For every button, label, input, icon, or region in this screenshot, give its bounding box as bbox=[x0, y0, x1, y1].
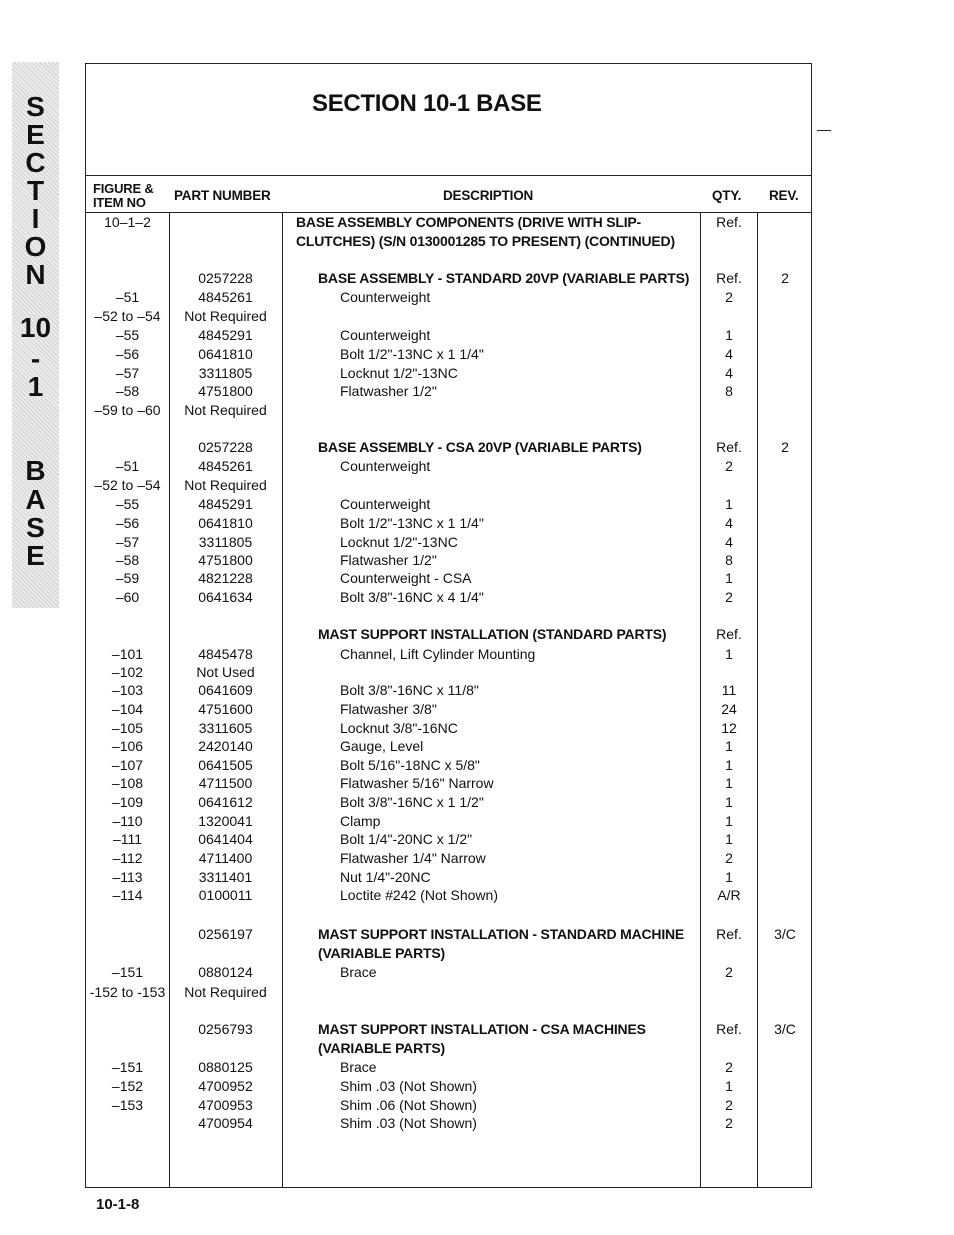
table-row bbox=[86, 701, 812, 720]
part-number-cell: 4821228 bbox=[198, 570, 253, 586]
item-number-cell: –110 bbox=[112, 813, 143, 829]
quantity-cell: 8 bbox=[725, 552, 733, 568]
table-row bbox=[86, 831, 812, 850]
description-cell: Brace bbox=[340, 964, 377, 980]
side-tab-letter: B bbox=[25, 455, 46, 486]
table-row bbox=[86, 477, 812, 496]
table-row bbox=[86, 327, 812, 346]
part-number-cell: 4845478 bbox=[198, 646, 253, 662]
table-row bbox=[86, 887, 812, 906]
description-cell: Bolt 1/4"-20NC x 1/2" bbox=[340, 831, 473, 847]
part-number-cell: Not Required bbox=[184, 984, 267, 1000]
item-number-cell: –59 bbox=[115, 570, 140, 586]
side-tab-letter: A bbox=[25, 484, 46, 515]
table-row bbox=[86, 534, 812, 553]
side-tab-letter: E bbox=[26, 540, 45, 571]
item-number-cell: –57 bbox=[115, 534, 140, 550]
item-number-cell: –56 bbox=[115, 515, 140, 531]
part-number-cell: 0880124 bbox=[198, 964, 253, 980]
part-number-cell: 0641505 bbox=[198, 757, 253, 773]
item-number-cell: –60 bbox=[115, 589, 140, 605]
side-tab-letter: E bbox=[26, 119, 45, 150]
revision-cell: 3/C bbox=[774, 1021, 796, 1037]
part-number-cell: Not Used bbox=[196, 664, 255, 680]
item-number-cell: –105 bbox=[111, 720, 144, 736]
header-item: FIGURE & ITEM NO bbox=[93, 181, 154, 210]
item-number-cell: 10–1–2 bbox=[104, 214, 151, 230]
quantity-cell: 1 bbox=[725, 1078, 733, 1094]
description-cell: Counterweight - CSA bbox=[340, 570, 472, 586]
quantity-cell: 12 bbox=[721, 720, 737, 736]
table-row bbox=[86, 515, 812, 534]
description-cell: Loctite #242 (Not Shown) bbox=[340, 887, 498, 903]
table-row bbox=[86, 214, 812, 233]
description-cell: MAST SUPPORT INSTALLATION - STANDARD MACHINE bbox=[318, 926, 685, 942]
quantity-cell: 24 bbox=[721, 701, 737, 717]
part-number-cell: 4700952 bbox=[198, 1078, 253, 1094]
description-cell: Locknut 3/8"-16NC bbox=[340, 720, 458, 736]
part-number-cell: 3311401 bbox=[198, 869, 253, 885]
quantity-cell: 1 bbox=[725, 496, 733, 512]
quantity-cell: 1 bbox=[725, 869, 733, 885]
item-number-cell: –113 bbox=[112, 869, 143, 885]
header-part-number: PART NUMBER bbox=[174, 188, 271, 203]
quantity-cell: Ref. bbox=[716, 1021, 742, 1037]
quantity-cell: 11 bbox=[721, 682, 737, 698]
part-number-cell: 0257228 bbox=[198, 439, 253, 455]
quantity-cell: Ref. bbox=[716, 926, 742, 942]
description-cell: BASE ASSEMBLY - STANDARD 20VP (VARIABLE PARTS) bbox=[318, 270, 690, 286]
quantity-cell: 1 bbox=[725, 327, 733, 343]
table-row bbox=[86, 720, 812, 739]
description-cell: (VARIABLE PARTS) bbox=[318, 945, 445, 961]
description-cell: Gauge, Level bbox=[340, 738, 424, 754]
quantity-cell: 1 bbox=[725, 738, 733, 754]
table-row bbox=[86, 964, 812, 983]
table-row bbox=[86, 439, 812, 458]
header-description: DESCRIPTION bbox=[443, 188, 534, 203]
item-number-cell: –153 bbox=[111, 1097, 144, 1113]
description-cell: BASE ASSEMBLY - CSA 20VP (VARIABLE PARTS) bbox=[318, 439, 642, 455]
quantity-cell: Ref. bbox=[716, 270, 742, 286]
description-cell: Brace bbox=[340, 1059, 377, 1075]
item-number-cell: –152 bbox=[111, 1078, 144, 1094]
part-number-cell: 0641810 bbox=[198, 346, 253, 362]
table-row bbox=[86, 626, 812, 645]
item-number-cell: –112 bbox=[112, 850, 143, 866]
description-cell: Shim .03 (Not Shown) bbox=[340, 1078, 477, 1094]
item-number-cell: –151 bbox=[111, 1059, 144, 1075]
description-cell: Bolt 1/2"-13NC x 1 1/4" bbox=[340, 515, 484, 531]
item-number-cell: –107 bbox=[111, 757, 144, 773]
table-row bbox=[86, 813, 812, 832]
part-number-cell: 0641634 bbox=[198, 589, 253, 605]
quantity-cell: Ref. bbox=[716, 214, 742, 230]
quantity-cell: 1 bbox=[725, 757, 733, 773]
part-number-cell: 4751600 bbox=[198, 701, 253, 717]
item-number-cell: –51 bbox=[115, 458, 140, 474]
description-cell: Locknut 1/2"-13NC bbox=[340, 534, 458, 550]
description-cell: MAST SUPPORT INSTALLATION (STANDARD PARTS) bbox=[318, 626, 667, 642]
part-number-cell: 0641612 bbox=[198, 794, 253, 810]
table-row bbox=[86, 757, 812, 776]
section-title: SECTION 10-1 BASE bbox=[312, 90, 542, 117]
quantity-cell: 4 bbox=[725, 346, 733, 362]
side-tab-letter: N bbox=[25, 259, 46, 290]
part-number-cell: Not Required bbox=[184, 402, 267, 418]
description-cell: Bolt 3/8"-16NC x 4 1/4" bbox=[340, 589, 484, 605]
part-number-cell: 0641810 bbox=[198, 515, 253, 531]
revision-cell: 3/C bbox=[774, 926, 796, 942]
table-row bbox=[86, 664, 812, 683]
table-row bbox=[86, 270, 812, 289]
part-number-cell: 4700953 bbox=[198, 1097, 253, 1113]
side-tab-letter: O bbox=[24, 231, 47, 262]
item-number-cell: –55 bbox=[115, 327, 140, 343]
part-number-cell: 2420140 bbox=[198, 738, 253, 754]
quantity-cell: 2 bbox=[725, 589, 733, 605]
quantity-cell: 1 bbox=[725, 646, 733, 662]
margin-mark bbox=[817, 130, 831, 131]
part-number-cell: 0880125 bbox=[198, 1059, 253, 1075]
table-row bbox=[86, 346, 812, 365]
description-cell: Bolt 3/8"-16NC x 11/8" bbox=[340, 682, 479, 698]
part-number-cell: 0641404 bbox=[198, 831, 253, 847]
quantity-cell: 4 bbox=[725, 534, 733, 550]
header-bottom-rule bbox=[85, 212, 812, 213]
item-number-cell: –104 bbox=[111, 701, 144, 717]
item-number-cell: –58 bbox=[115, 552, 140, 568]
header-rev: REV. bbox=[769, 188, 799, 203]
side-tab-letter: T bbox=[26, 175, 45, 206]
side-tab-letter: 10 bbox=[19, 312, 52, 343]
item-number-cell: –114 bbox=[112, 887, 143, 903]
revision-cell: 2 bbox=[781, 439, 789, 455]
quantity-cell: 2 bbox=[725, 964, 733, 980]
quantity-cell: A/R bbox=[717, 887, 741, 903]
table-row bbox=[86, 984, 812, 1003]
part-number-cell: 4711500 bbox=[198, 775, 253, 791]
description-cell: Counterweight bbox=[340, 496, 431, 512]
table-row bbox=[86, 1040, 812, 1059]
item-number-cell: –52 to –54 bbox=[94, 308, 161, 324]
part-number-cell: 0641609 bbox=[198, 682, 253, 698]
table-row bbox=[86, 1078, 812, 1097]
part-number-cell: 4845261 bbox=[198, 289, 253, 305]
quantity-cell: 2 bbox=[725, 850, 733, 866]
table-row bbox=[86, 365, 812, 384]
item-number-cell: –57 bbox=[115, 365, 140, 381]
quantity-cell: 1 bbox=[725, 831, 733, 847]
page-number: 10-1-8 bbox=[96, 1196, 140, 1213]
description-cell: (VARIABLE PARTS) bbox=[318, 1040, 445, 1056]
section-side-tab bbox=[12, 62, 59, 608]
table-row bbox=[86, 233, 812, 252]
table-row bbox=[86, 496, 812, 515]
description-cell: Flatwasher 3/8" bbox=[340, 701, 437, 717]
table-row bbox=[86, 1021, 812, 1040]
item-number-cell: –108 bbox=[111, 775, 144, 791]
part-number-cell: 0100011 bbox=[198, 887, 253, 903]
table-row bbox=[86, 646, 812, 665]
item-number-cell: –55 bbox=[115, 496, 140, 512]
item-number-cell: –151 bbox=[111, 964, 144, 980]
part-number-cell: Not Required bbox=[184, 477, 267, 493]
part-number-cell: 4751800 bbox=[198, 552, 253, 568]
table-row bbox=[86, 869, 812, 888]
side-tab-letter: S bbox=[26, 91, 45, 122]
revision-cell: 2 bbox=[781, 270, 789, 286]
description-cell: Counterweight bbox=[340, 458, 431, 474]
part-number-cell: 0257228 bbox=[198, 270, 253, 286]
table-row bbox=[86, 738, 812, 757]
description-cell: BASE ASSEMBLY COMPONENTS (DRIVE WITH SLIP- bbox=[296, 214, 642, 230]
part-number-cell: 4700954 bbox=[198, 1115, 253, 1131]
side-tab-letter: - bbox=[30, 343, 41, 374]
item-number-cell: –59 to –60 bbox=[94, 402, 161, 418]
part-number-cell: 4711400 bbox=[198, 850, 253, 866]
header-top-rule bbox=[85, 175, 812, 176]
table-row bbox=[86, 926, 812, 945]
table-row bbox=[86, 794, 812, 813]
quantity-cell: Ref. bbox=[716, 626, 742, 642]
table-row bbox=[86, 945, 812, 964]
item-number-cell: –52 to –54 bbox=[94, 477, 161, 493]
quantity-cell: 2 bbox=[725, 458, 733, 474]
table-row bbox=[86, 1059, 812, 1078]
description-cell: Clamp bbox=[340, 813, 381, 829]
side-tab-letter: C bbox=[25, 147, 46, 178]
description-cell: Bolt 5/16"-18NC x 5/8" bbox=[340, 757, 480, 773]
item-number-cell: –51 bbox=[115, 289, 140, 305]
table-row bbox=[86, 1097, 812, 1116]
part-number-cell: 3311805 bbox=[198, 365, 253, 381]
quantity-cell: 2 bbox=[725, 289, 733, 305]
description-cell: MAST SUPPORT INSTALLATION - CSA MACHINES bbox=[318, 1021, 646, 1037]
description-cell: Flatwasher 5/16" Narrow bbox=[340, 775, 494, 791]
quantity-cell: 4 bbox=[725, 365, 733, 381]
side-tab-letter: I bbox=[31, 203, 40, 234]
part-number-cell: 4751800 bbox=[198, 383, 253, 399]
table-row bbox=[86, 552, 812, 571]
item-number-cell: –103 bbox=[111, 682, 144, 698]
quantity-cell: 1 bbox=[725, 570, 733, 586]
table-row bbox=[86, 308, 812, 327]
side-tab-letter: S bbox=[26, 512, 45, 543]
part-number-cell: 4845261 bbox=[198, 458, 253, 474]
part-number-cell: 0256197 bbox=[198, 926, 253, 942]
part-number-cell: Not Required bbox=[184, 308, 267, 324]
part-number-cell: 0256793 bbox=[198, 1021, 253, 1037]
side-tab-letter: 1 bbox=[27, 371, 44, 402]
description-cell: Bolt 1/2"-13NC x 1 1/4" bbox=[340, 346, 484, 362]
description-cell: Channel, Lift Cylinder Mounting bbox=[340, 646, 536, 662]
header-qty: QTY. bbox=[712, 188, 742, 203]
quantity-cell: 1 bbox=[725, 813, 733, 829]
quantity-cell: 1 bbox=[725, 775, 733, 791]
table-row bbox=[86, 682, 812, 701]
description-cell: CLUTCHES) (S/N 0130001285 TO PRESENT) (CONTINUED) bbox=[296, 233, 675, 249]
item-number-cell: –56 bbox=[115, 346, 140, 362]
table-row bbox=[86, 402, 812, 421]
description-cell: Locknut 1/2"-13NC bbox=[340, 365, 458, 381]
description-cell: Bolt 3/8"-16NC x 1 1/2" bbox=[340, 794, 484, 810]
description-cell: Flatwasher 1/2" bbox=[340, 383, 437, 399]
description-cell: Nut 1/4"-20NC bbox=[340, 869, 431, 885]
quantity-cell: 2 bbox=[725, 1059, 733, 1075]
item-number-cell: –109 bbox=[111, 794, 144, 810]
quantity-cell: 2 bbox=[725, 1115, 733, 1131]
table-row bbox=[86, 570, 812, 589]
item-number-cell: -152 to -153 bbox=[89, 984, 166, 1000]
table-row bbox=[86, 1115, 812, 1134]
item-number-cell: –106 bbox=[111, 738, 144, 754]
description-cell: Flatwasher 1/2" bbox=[340, 552, 437, 568]
part-number-cell: 4845291 bbox=[198, 496, 253, 512]
part-number-cell: 3311805 bbox=[198, 534, 253, 550]
quantity-cell: 8 bbox=[725, 383, 733, 399]
table-row bbox=[86, 458, 812, 477]
description-cell: Flatwasher 1/4" Narrow bbox=[340, 850, 486, 866]
description-cell: Counterweight bbox=[340, 289, 431, 305]
description-cell: Counterweight bbox=[340, 327, 431, 343]
item-number-cell: –111 bbox=[112, 831, 143, 847]
item-number-cell: –101 bbox=[111, 646, 144, 662]
item-number-cell: –102 bbox=[111, 664, 144, 680]
quantity-cell: 1 bbox=[725, 794, 733, 810]
description-cell: Shim .06 (Not Shown) bbox=[340, 1097, 477, 1113]
description-cell: Shim .03 (Not Shown) bbox=[340, 1115, 477, 1131]
table-row bbox=[86, 289, 812, 308]
table-row bbox=[86, 850, 812, 869]
quantity-cell: 4 bbox=[725, 515, 733, 531]
part-number-cell: 1320041 bbox=[198, 813, 253, 829]
quantity-cell: 2 bbox=[725, 1097, 733, 1113]
part-number-cell: 4845291 bbox=[198, 327, 253, 343]
table-row bbox=[86, 383, 812, 402]
table-row bbox=[86, 775, 812, 794]
part-number-cell: 3311605 bbox=[198, 720, 253, 736]
quantity-cell: Ref. bbox=[716, 439, 742, 455]
item-number-cell: –58 bbox=[115, 383, 140, 399]
table-row bbox=[86, 589, 812, 608]
